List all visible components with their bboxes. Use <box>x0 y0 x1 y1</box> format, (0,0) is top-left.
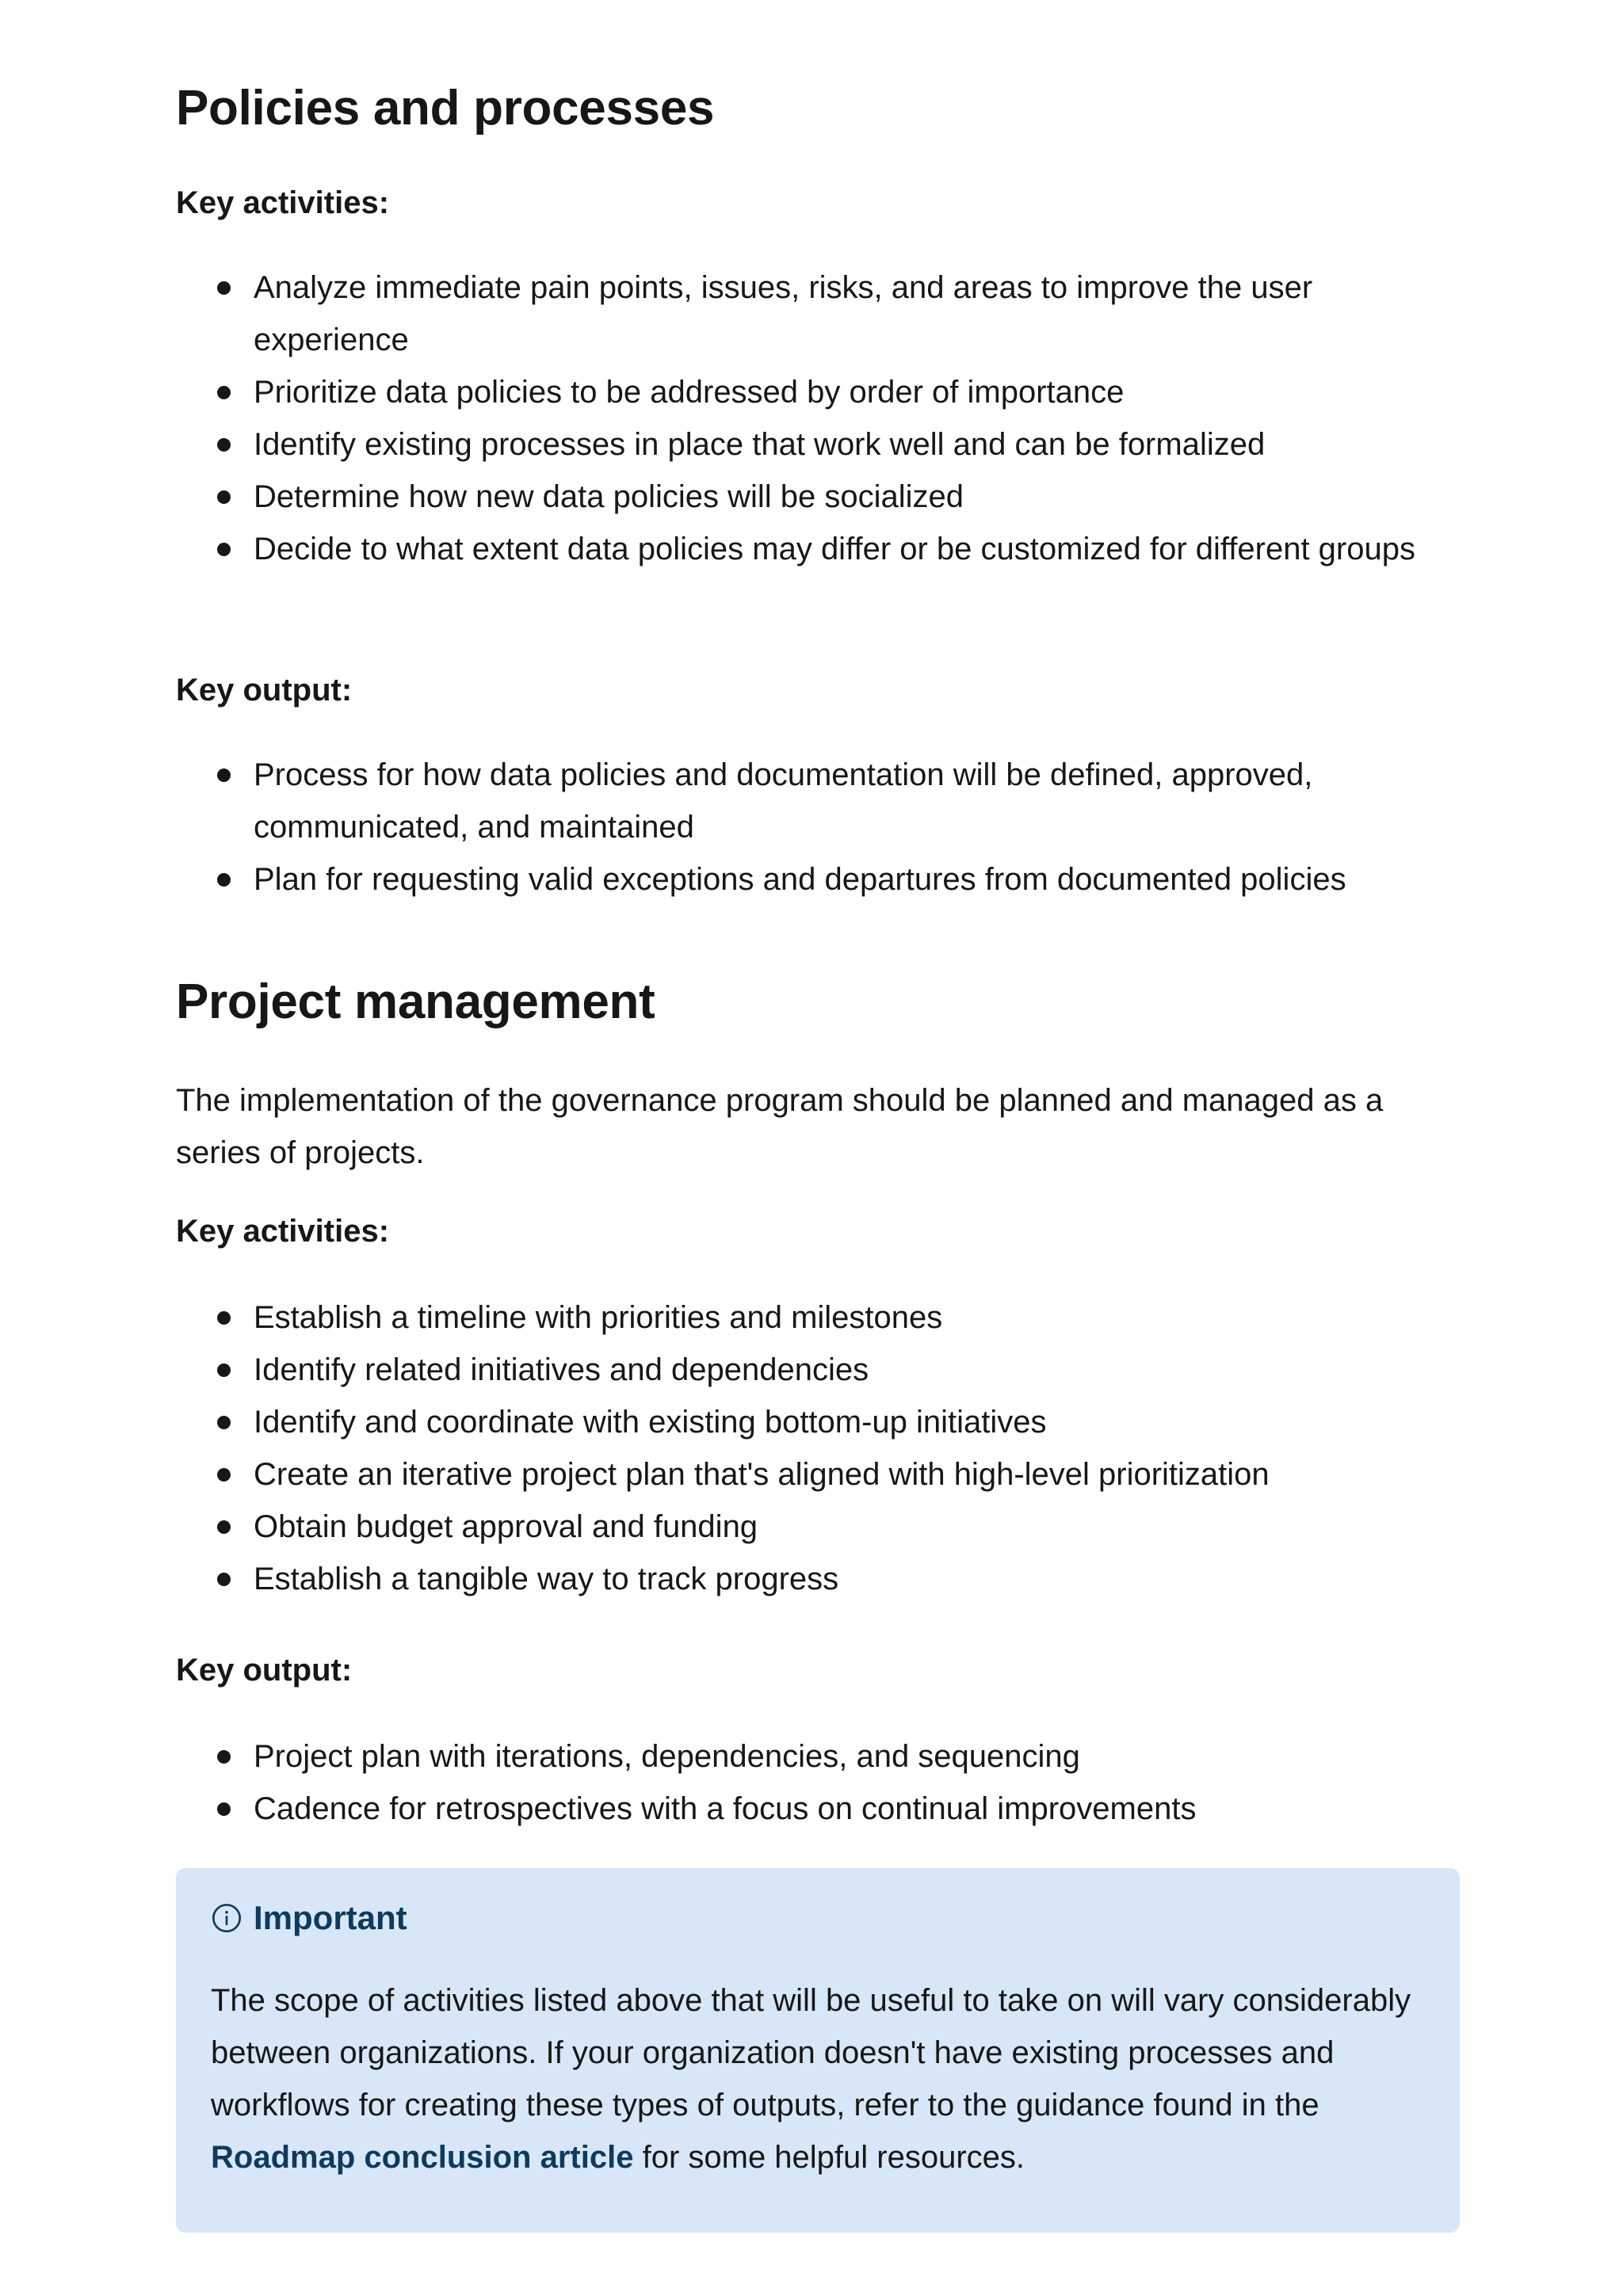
bullet-icon <box>217 1468 231 1482</box>
callout-text: The scope of activities listed above that will be useful to take on will vary considerably between organizations. If your organization doesn't have existing processes and workflows for creating these types of outputs, refer to the guidance found in the Roadmap conclusion article for some helpful resources. <box>211 1983 1411 2176</box>
list-item: Identify existing processes in place that work well and can be formalized <box>176 418 1452 471</box>
activities-list <box>176 261 1452 575</box>
bullet-icon <box>217 386 231 399</box>
list-item: Create an iterative project plan that's aligned with high-level prioritization <box>176 1448 1452 1501</box>
bullet-icon <box>217 1573 231 1586</box>
list-item: Obtain budget approval and funding <box>176 1501 1452 1553</box>
bullet-icon <box>217 873 231 887</box>
activities-list <box>176 1291 1452 1605</box>
list-item: Decide to what extent data policies may differ or be customized for different groups <box>176 523 1452 575</box>
section-heading-policies: Policies and processes <box>176 81 715 135</box>
bullet-icon <box>217 1750 231 1764</box>
key-output-label: Key output: <box>176 673 353 707</box>
bullet-icon <box>217 281 231 295</box>
bullet-icon <box>217 490 231 504</box>
bullet-icon <box>217 1363 231 1377</box>
list-item: Cadence for retrospectives with a focus on continual improvements <box>176 1783 1452 1835</box>
bullet-icon <box>217 1416 231 1429</box>
list-item: Determine how new data policies will be socialized <box>176 471 1452 523</box>
list-item: Establish a timeline with priorities and milestones <box>176 1291 1452 1344</box>
callout-header <box>211 1898 1425 1938</box>
key-output-label: Key output: <box>176 1653 353 1688</box>
key-activities-label: Key activities: <box>176 1214 390 1249</box>
list-item: Establish a tangible way to track progress <box>176 1553 1452 1605</box>
list-item: Project plan with iterations, dependencies, and sequencing <box>176 1730 1452 1783</box>
list-item: Identify and coordinate with existing bottom-up initiatives <box>176 1396 1452 1448</box>
callout-title: Important <box>254 1899 407 1936</box>
bullet-icon <box>217 1802 231 1816</box>
roadmap-conclusion-link[interactable]: Roadmap conclusion article <box>211 2140 634 2176</box>
bullet-icon <box>217 1520 231 1534</box>
list-item: Analyze immediate pain points, issues, risks, and areas to improve the user experience <box>176 261 1452 366</box>
section-intro: The implementation of the governance program should be planned and managed as a series of projects. <box>176 1083 1384 1170</box>
list-item: Identify related initiatives and dependencies <box>176 1344 1452 1396</box>
list-item: Process for how data policies and documentation will be defined, approved, communicated, and maintained <box>176 749 1452 853</box>
key-activities-label: Key activities: <box>176 185 390 220</box>
list-item: Prioritize data policies to be addressed by order of importance <box>176 366 1452 418</box>
bullet-icon <box>217 543 231 556</box>
bullet-icon <box>217 1311 231 1325</box>
section-heading-project-management: Project management <box>176 974 655 1029</box>
list-item: Plan for requesting valid exceptions and departures from documented policies <box>176 853 1452 906</box>
outputs-list <box>176 749 1452 906</box>
bullet-icon <box>217 769 231 782</box>
outputs-list <box>176 1730 1452 1835</box>
bullet-icon <box>217 438 231 452</box>
important-callout <box>176 1868 1460 2233</box>
info-icon <box>211 1902 242 1934</box>
